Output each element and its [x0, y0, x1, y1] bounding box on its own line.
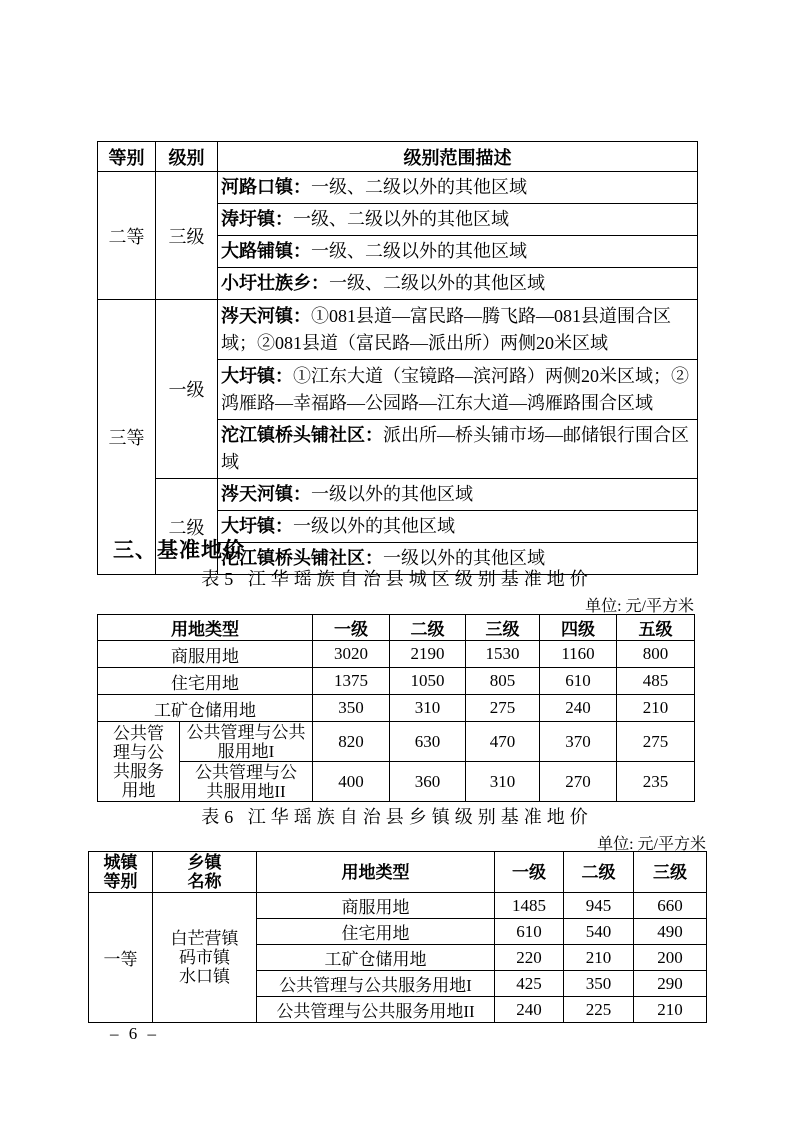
- district-name: 大路铺镇：: [221, 241, 311, 261]
- district-desc: 派出所—桥头铺市场—邮储银行围合区域: [221, 425, 689, 472]
- price-cell: 310: [390, 695, 466, 722]
- header-level-1: 一级: [313, 615, 390, 641]
- price-cell: 805: [466, 668, 540, 695]
- price-cell: 290: [634, 971, 707, 997]
- land-type-cell: 工矿仓储用地: [98, 695, 313, 722]
- group-label-line: 用地: [121, 780, 156, 800]
- price-cell: 275: [466, 695, 540, 722]
- grade-cell: 一等: [89, 893, 153, 1023]
- land-type-cell: 工矿仓储用地: [257, 945, 495, 971]
- district-desc: ①081县道—富民路—腾飞路—081县道围合区域；②081县道（富民路—派出所）两侧20米区域: [221, 305, 671, 353]
- table-header-row: [98, 615, 695, 641]
- header-range-desc: 级别范围描述: [218, 142, 698, 172]
- land-type-line: 公共管理与公共: [186, 722, 306, 742]
- district-name: 沱江镇桥头铺社区：: [221, 425, 383, 445]
- district-desc: ①江东大道（宝镜路—滨河路）两侧20米区域；②鸿雁路—幸福路—公园路—江东大道—鸿雁路围合区域: [221, 365, 689, 413]
- table-row: [98, 695, 695, 722]
- land-type-line: 服用地I: [217, 741, 275, 761]
- table-row: [98, 300, 698, 360]
- price-cell: 240: [495, 997, 564, 1023]
- header-level-3: 三级: [466, 615, 540, 641]
- price-cell: 470: [466, 722, 540, 762]
- price-cell: 945: [564, 893, 634, 919]
- table6-title: 表6 江华瑶族自治县乡镇级别基准地价: [201, 807, 593, 827]
- district-name: 小圩壮族乡：: [221, 273, 329, 293]
- price-cell: 1485: [495, 893, 564, 919]
- table5-title: 表5 江华瑶族自治县城区级别基准地价: [201, 569, 593, 589]
- price-cell: 425: [495, 971, 564, 997]
- price-cell: 610: [540, 668, 617, 695]
- district-desc: 一级以外的其他区域: [383, 548, 545, 568]
- land-type-cell: [180, 762, 313, 802]
- land-type-cell: 商服用地: [98, 641, 313, 668]
- price-cell: 270: [540, 762, 617, 802]
- range-desc-cell: [218, 236, 698, 268]
- header-level-4: 四级: [540, 615, 617, 641]
- header-line: 城镇: [103, 853, 138, 872]
- district-name: 大圩镇：: [221, 365, 293, 386]
- table-header-row: [98, 142, 698, 172]
- price-cell: 235: [617, 762, 695, 802]
- price-cell: 360: [390, 762, 466, 802]
- district-desc: 一级、二级以外的其他区域: [311, 177, 527, 197]
- price-cell: 350: [564, 971, 634, 997]
- header-line: 乡镇: [187, 853, 222, 872]
- table-row: [98, 172, 698, 204]
- land-type-group-cell: [98, 722, 180, 802]
- price-cell: 370: [540, 722, 617, 762]
- table-row: [98, 722, 695, 762]
- range-desc-cell: [218, 268, 698, 300]
- land-type-cell: [180, 722, 313, 762]
- district-desc: 一级、二级以外的其他区域: [293, 209, 509, 229]
- district-name: 沱江镇桥头铺社区：: [221, 548, 383, 568]
- price-cell: 2190: [390, 641, 466, 668]
- price-cell: 240: [540, 695, 617, 722]
- range-desc-cell: [218, 479, 698, 511]
- price-cell: 400: [313, 762, 390, 802]
- table-row: [98, 641, 695, 668]
- district-desc: 一级以外的其他区域: [293, 516, 455, 536]
- price-cell: 485: [617, 668, 695, 695]
- price-cell: 210: [617, 695, 695, 722]
- district-desc: 一级、二级以外的其他区域: [329, 273, 545, 293]
- header-town-grade: [89, 852, 153, 893]
- range-desc-cell: [218, 204, 698, 236]
- price-cell: 630: [390, 722, 466, 762]
- grade-cell: 二等: [98, 172, 156, 300]
- land-type-cell: 公共管理与公共服务用地II: [257, 997, 495, 1023]
- district-name: 涛圩镇：: [221, 209, 293, 229]
- price-cell: 610: [495, 919, 564, 945]
- price-cell: 310: [466, 762, 540, 802]
- price-cell: 660: [634, 893, 707, 919]
- price-cell: 1160: [540, 641, 617, 668]
- price-cell: 1050: [390, 668, 466, 695]
- district-name: 河路口镇：: [221, 177, 311, 197]
- land-type-cell: 住宅用地: [98, 668, 313, 695]
- table-row: [98, 668, 695, 695]
- city-benchmark-price-table: [97, 614, 695, 802]
- price-cell: 220: [495, 945, 564, 971]
- range-desc-cell: [218, 360, 698, 420]
- header-level-1: 一级: [495, 852, 564, 893]
- range-desc-cell: [218, 511, 698, 543]
- range-desc-cell: [218, 420, 698, 479]
- group-label-line: 公共管: [113, 723, 164, 743]
- district-name: 涔天河镇：: [221, 305, 311, 326]
- land-type-line: 公共管理与公: [195, 762, 297, 782]
- section-heading: 三、基准地价: [113, 539, 245, 562]
- price-cell: 1530: [466, 641, 540, 668]
- header-line: 等别: [103, 872, 138, 891]
- price-cell: 820: [313, 722, 390, 762]
- header-level-5: 五级: [617, 615, 695, 641]
- group-label-line: 共服务: [113, 761, 164, 781]
- price-cell: 490: [634, 919, 707, 945]
- price-cell: 3020: [313, 641, 390, 668]
- price-cell: 350: [313, 695, 390, 722]
- price-cell: 210: [564, 945, 634, 971]
- header-level-3: 三级: [634, 852, 707, 893]
- table-row: [98, 762, 695, 802]
- header-level-2: 二级: [390, 615, 466, 641]
- level-cell: 二级: [156, 479, 218, 575]
- level-cell: 三级: [156, 172, 218, 300]
- header-land-type: 用地类型: [98, 615, 313, 641]
- town-benchmark-price-table: [88, 851, 707, 1023]
- price-cell: 275: [617, 722, 695, 762]
- header-level: 级别: [156, 142, 218, 172]
- land-type-line: 共服用地II: [206, 781, 286, 801]
- price-cell: 225: [564, 997, 634, 1023]
- town-name: 水口镇: [179, 967, 230, 986]
- level-cell: 一级: [156, 300, 218, 479]
- group-label-line: 理与公: [113, 742, 164, 762]
- table-header-row: [89, 852, 707, 893]
- header-line: 名称: [187, 872, 222, 891]
- district-name: 大圩镇：: [221, 516, 293, 536]
- land-type-cell: 住宅用地: [257, 919, 495, 945]
- range-desc-cell: [218, 300, 698, 360]
- header-grade: 等别: [98, 142, 156, 172]
- land-type-cell: 商服用地: [257, 893, 495, 919]
- price-cell: 800: [617, 641, 695, 668]
- page-number: – 6 –: [110, 1024, 159, 1043]
- price-cell: 200: [634, 945, 707, 971]
- price-cell: 210: [634, 997, 707, 1023]
- district-name: 涔天河镇：: [221, 484, 311, 504]
- grade-cell: 三等: [98, 300, 156, 575]
- land-type-cell: 公共管理与公共服务用地I: [257, 971, 495, 997]
- town-name: 码市镇: [179, 948, 230, 967]
- header-land-type: 用地类型: [257, 852, 495, 893]
- town-name: 白芒营镇: [170, 929, 239, 948]
- price-cell: 1375: [313, 668, 390, 695]
- table-row: [98, 479, 698, 511]
- header-level-2: 二级: [564, 852, 634, 893]
- price-cell: 540: [564, 919, 634, 945]
- level-range-table: [97, 141, 698, 575]
- district-desc: 一级、二级以外的其他区域: [311, 241, 527, 261]
- range-desc-cell: [218, 172, 698, 204]
- town-list-cell: [153, 893, 257, 1023]
- header-town-name: [153, 852, 257, 893]
- table5-unit-label: 单位: 元/平方米: [585, 598, 694, 615]
- table-row: [89, 893, 707, 919]
- district-desc: 一级以外的其他区域: [311, 484, 473, 504]
- table6-unit-label: 单位: 元/平方米: [597, 836, 706, 853]
